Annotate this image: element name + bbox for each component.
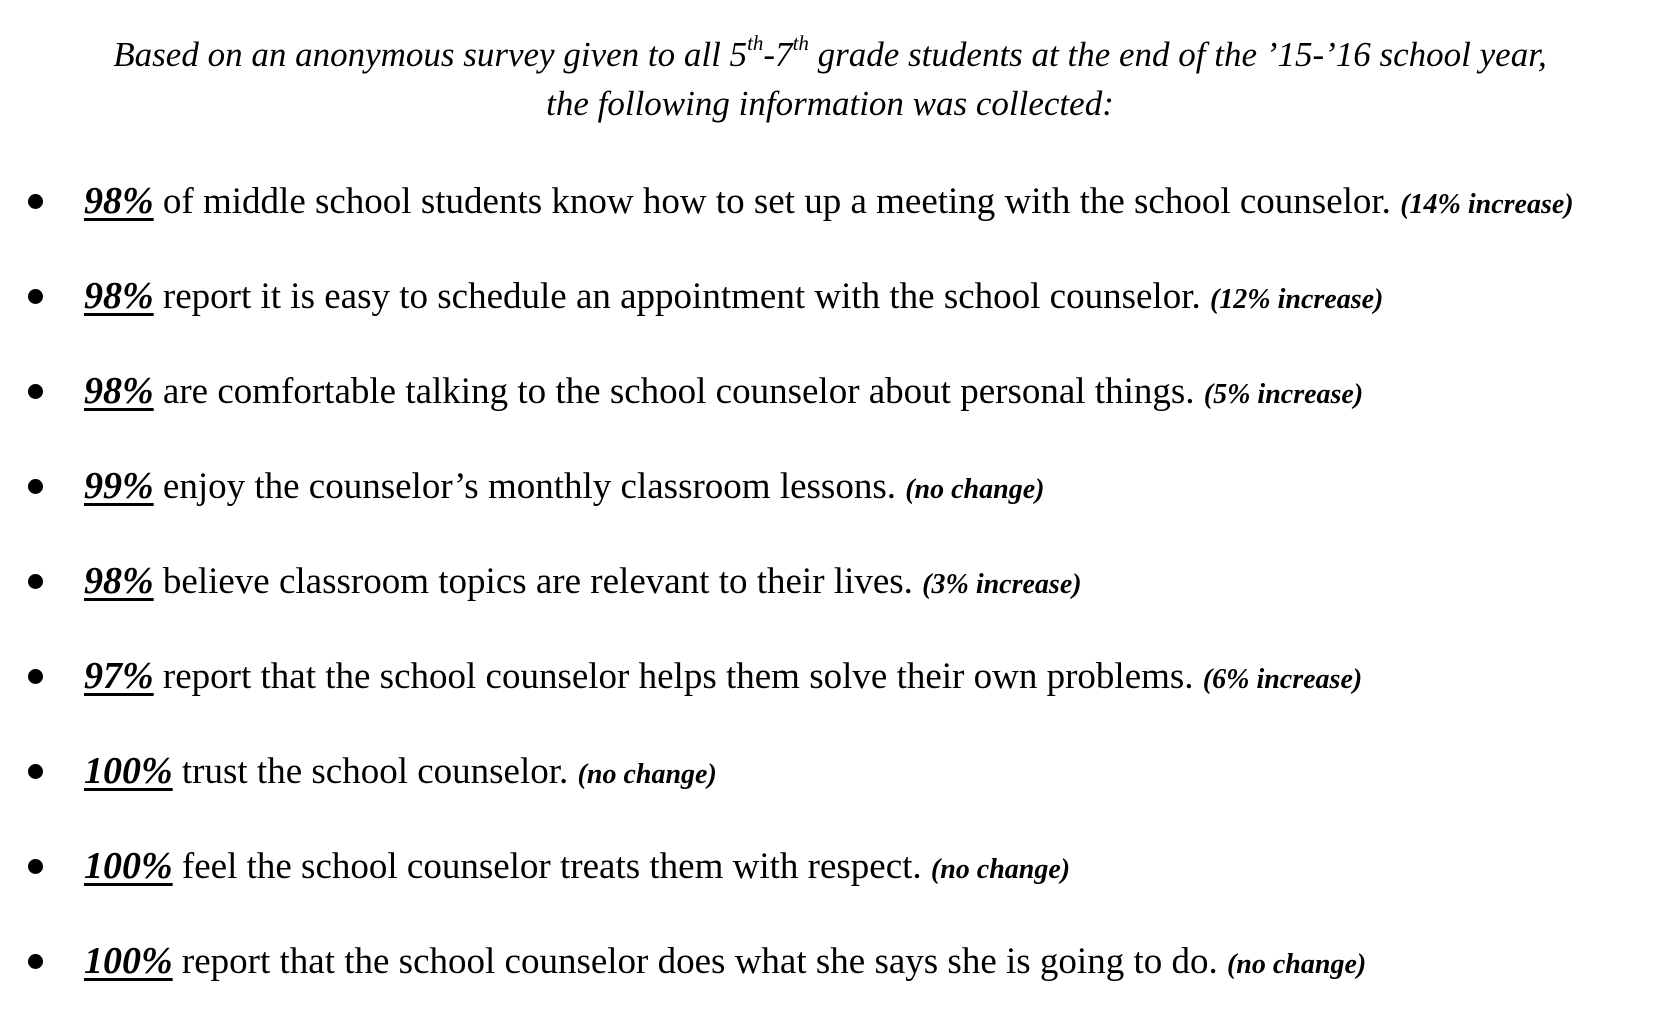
stat-percentage: 99% (84, 465, 154, 507)
intro-text-3: grade students at the end of the ’15-’16 school year, (808, 35, 1547, 74)
intro-superscript-2: th (792, 31, 809, 56)
bullet-icon (28, 764, 43, 779)
stat-item (0, 746, 1660, 841)
stat-item (0, 841, 1660, 936)
stat-line (84, 176, 1574, 230)
stat-text: report that the school counselor does what she says she is going to do. (172, 941, 1227, 982)
stat-change: (no change) (1226, 949, 1367, 980)
stat-line (84, 271, 1383, 325)
stat-text: are comfortable talking to the school counselor about personal things. (153, 371, 1204, 412)
stat-change: (14% increase) (1400, 189, 1574, 220)
stat-line (84, 841, 1070, 895)
stat-text: believe classroom topics are relevant to their lives. (153, 561, 923, 602)
bullet-icon (28, 384, 43, 399)
intro-text-1: Based on an anonymous survey given to all 5 (113, 35, 748, 74)
bullet-icon (28, 954, 43, 969)
stat-percentage: 100% (84, 940, 173, 982)
bullet-icon (28, 194, 43, 209)
stat-line (84, 461, 1044, 515)
stat-percentage: 97% (84, 655, 154, 697)
bullet-icon (28, 479, 43, 494)
bullet-icon (28, 669, 43, 684)
stat-line (84, 746, 717, 800)
stat-percentage: 98% (84, 275, 154, 317)
stat-line (84, 366, 1363, 420)
intro-line-1 (0, 30, 1660, 79)
stat-percentage: 98% (84, 370, 154, 412)
stat-text: trust the school counselor. (172, 751, 578, 792)
stat-percentage: 98% (84, 560, 154, 602)
bullet-icon (28, 859, 43, 874)
stat-change: (5% increase) (1203, 379, 1364, 410)
stat-percentage: 98% (84, 180, 154, 222)
stat-change: (3% increase) (922, 569, 1082, 600)
bullet-icon (28, 574, 43, 589)
stat-line (84, 651, 1362, 705)
stat-text: report it is easy to schedule an appointment with the school counselor. (153, 276, 1210, 317)
stat-item (0, 461, 1660, 556)
stat-text: report that the school counselor helps them solve their own problems. (153, 656, 1203, 697)
stat-text: enjoy the counselor’s monthly classroom lessons. (153, 466, 906, 507)
intro-paragraph (0, 30, 1660, 128)
intro-text-2: -7 (763, 35, 793, 74)
bullet-icon (28, 289, 43, 304)
stat-line (84, 556, 1082, 610)
intro-line-2: the following information was collected: (546, 84, 1114, 123)
stat-percentage: 100% (84, 750, 173, 792)
intro-superscript-1: th (747, 31, 764, 56)
stat-change: (6% increase) (1202, 664, 1363, 695)
stat-change: (no change) (577, 759, 717, 790)
stat-item (0, 366, 1660, 461)
stat-item (0, 556, 1660, 651)
stat-percentage: 100% (84, 845, 173, 887)
stat-item (0, 651, 1660, 746)
stat-change: (no change) (930, 854, 1071, 885)
stat-line (84, 936, 1366, 990)
stat-text: of middle school students know how to set up a meeting with the school counselor. (153, 181, 1401, 222)
stat-change: (12% increase) (1209, 284, 1384, 315)
stat-item (0, 936, 1660, 1031)
stats-list (0, 176, 1660, 1031)
stat-text: feel the school counselor treats them with respect. (172, 846, 931, 887)
stat-item (0, 271, 1660, 366)
stat-change: (no change) (905, 474, 1045, 505)
stat-item (0, 176, 1660, 271)
